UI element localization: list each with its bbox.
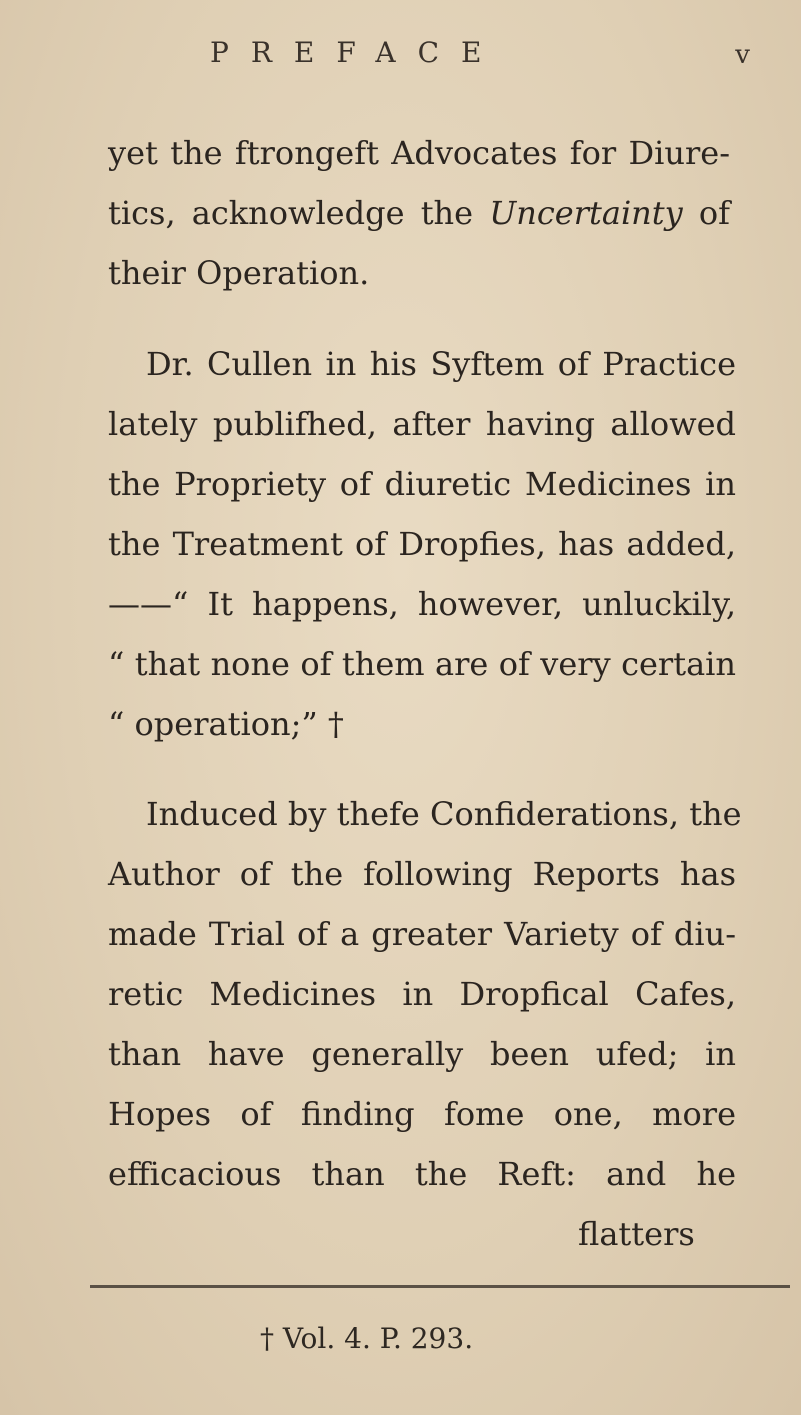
p3-line-5: than have generally been ufed; in: [108, 1035, 736, 1073]
catchword: flatters: [578, 1215, 695, 1253]
p3-line-1: Induced by thefe Confiderations, the: [146, 795, 742, 833]
p2-line-4: the Treatment of Dropfies, has added,: [108, 525, 736, 563]
p2-line-2: lately publifhed, after having allowed: [108, 405, 736, 443]
p1-line-1: yet the ftrongeft Advocates for Diure-: [108, 134, 730, 172]
p3-line-7: efficacious than the Reft: and he: [108, 1155, 736, 1193]
footnote-divider: [90, 1285, 790, 1288]
p3-line-2: Author of the following Reports has: [108, 855, 736, 893]
p1-line-2c: of: [682, 194, 730, 232]
p2-line-7: “ operation;” †: [108, 705, 344, 743]
p2-line-5: ——“ It happens, however, unluckily,: [108, 585, 736, 623]
p2-line-3: the Propriety of diuretic Medicines in: [108, 465, 736, 503]
p1-line-3: their Operation.: [108, 254, 370, 292]
p2-line-6: “ that none of them are of very certain: [108, 645, 736, 683]
p3-line-4: retic Medicines in Dropfical Cafes,: [108, 975, 736, 1013]
page-number: v: [735, 40, 750, 70]
emphasis-uncertainty: Uncertainty: [489, 194, 683, 232]
p2-line-1: Dr. Cullen in his Syftem of Practice: [146, 345, 736, 383]
p3-line-6: Hopes of finding fome one, more: [108, 1095, 736, 1133]
running-title: PREFACE: [210, 36, 504, 69]
footnote: † Vol. 4. P. 293.: [260, 1322, 474, 1355]
p3-line-3: made Trial of a greater Variety of diu-: [108, 915, 736, 953]
p1-line-2: [108, 193, 730, 233]
page-header: [210, 36, 750, 76]
p1-line-2a: tics, acknowledge the: [108, 194, 490, 232]
